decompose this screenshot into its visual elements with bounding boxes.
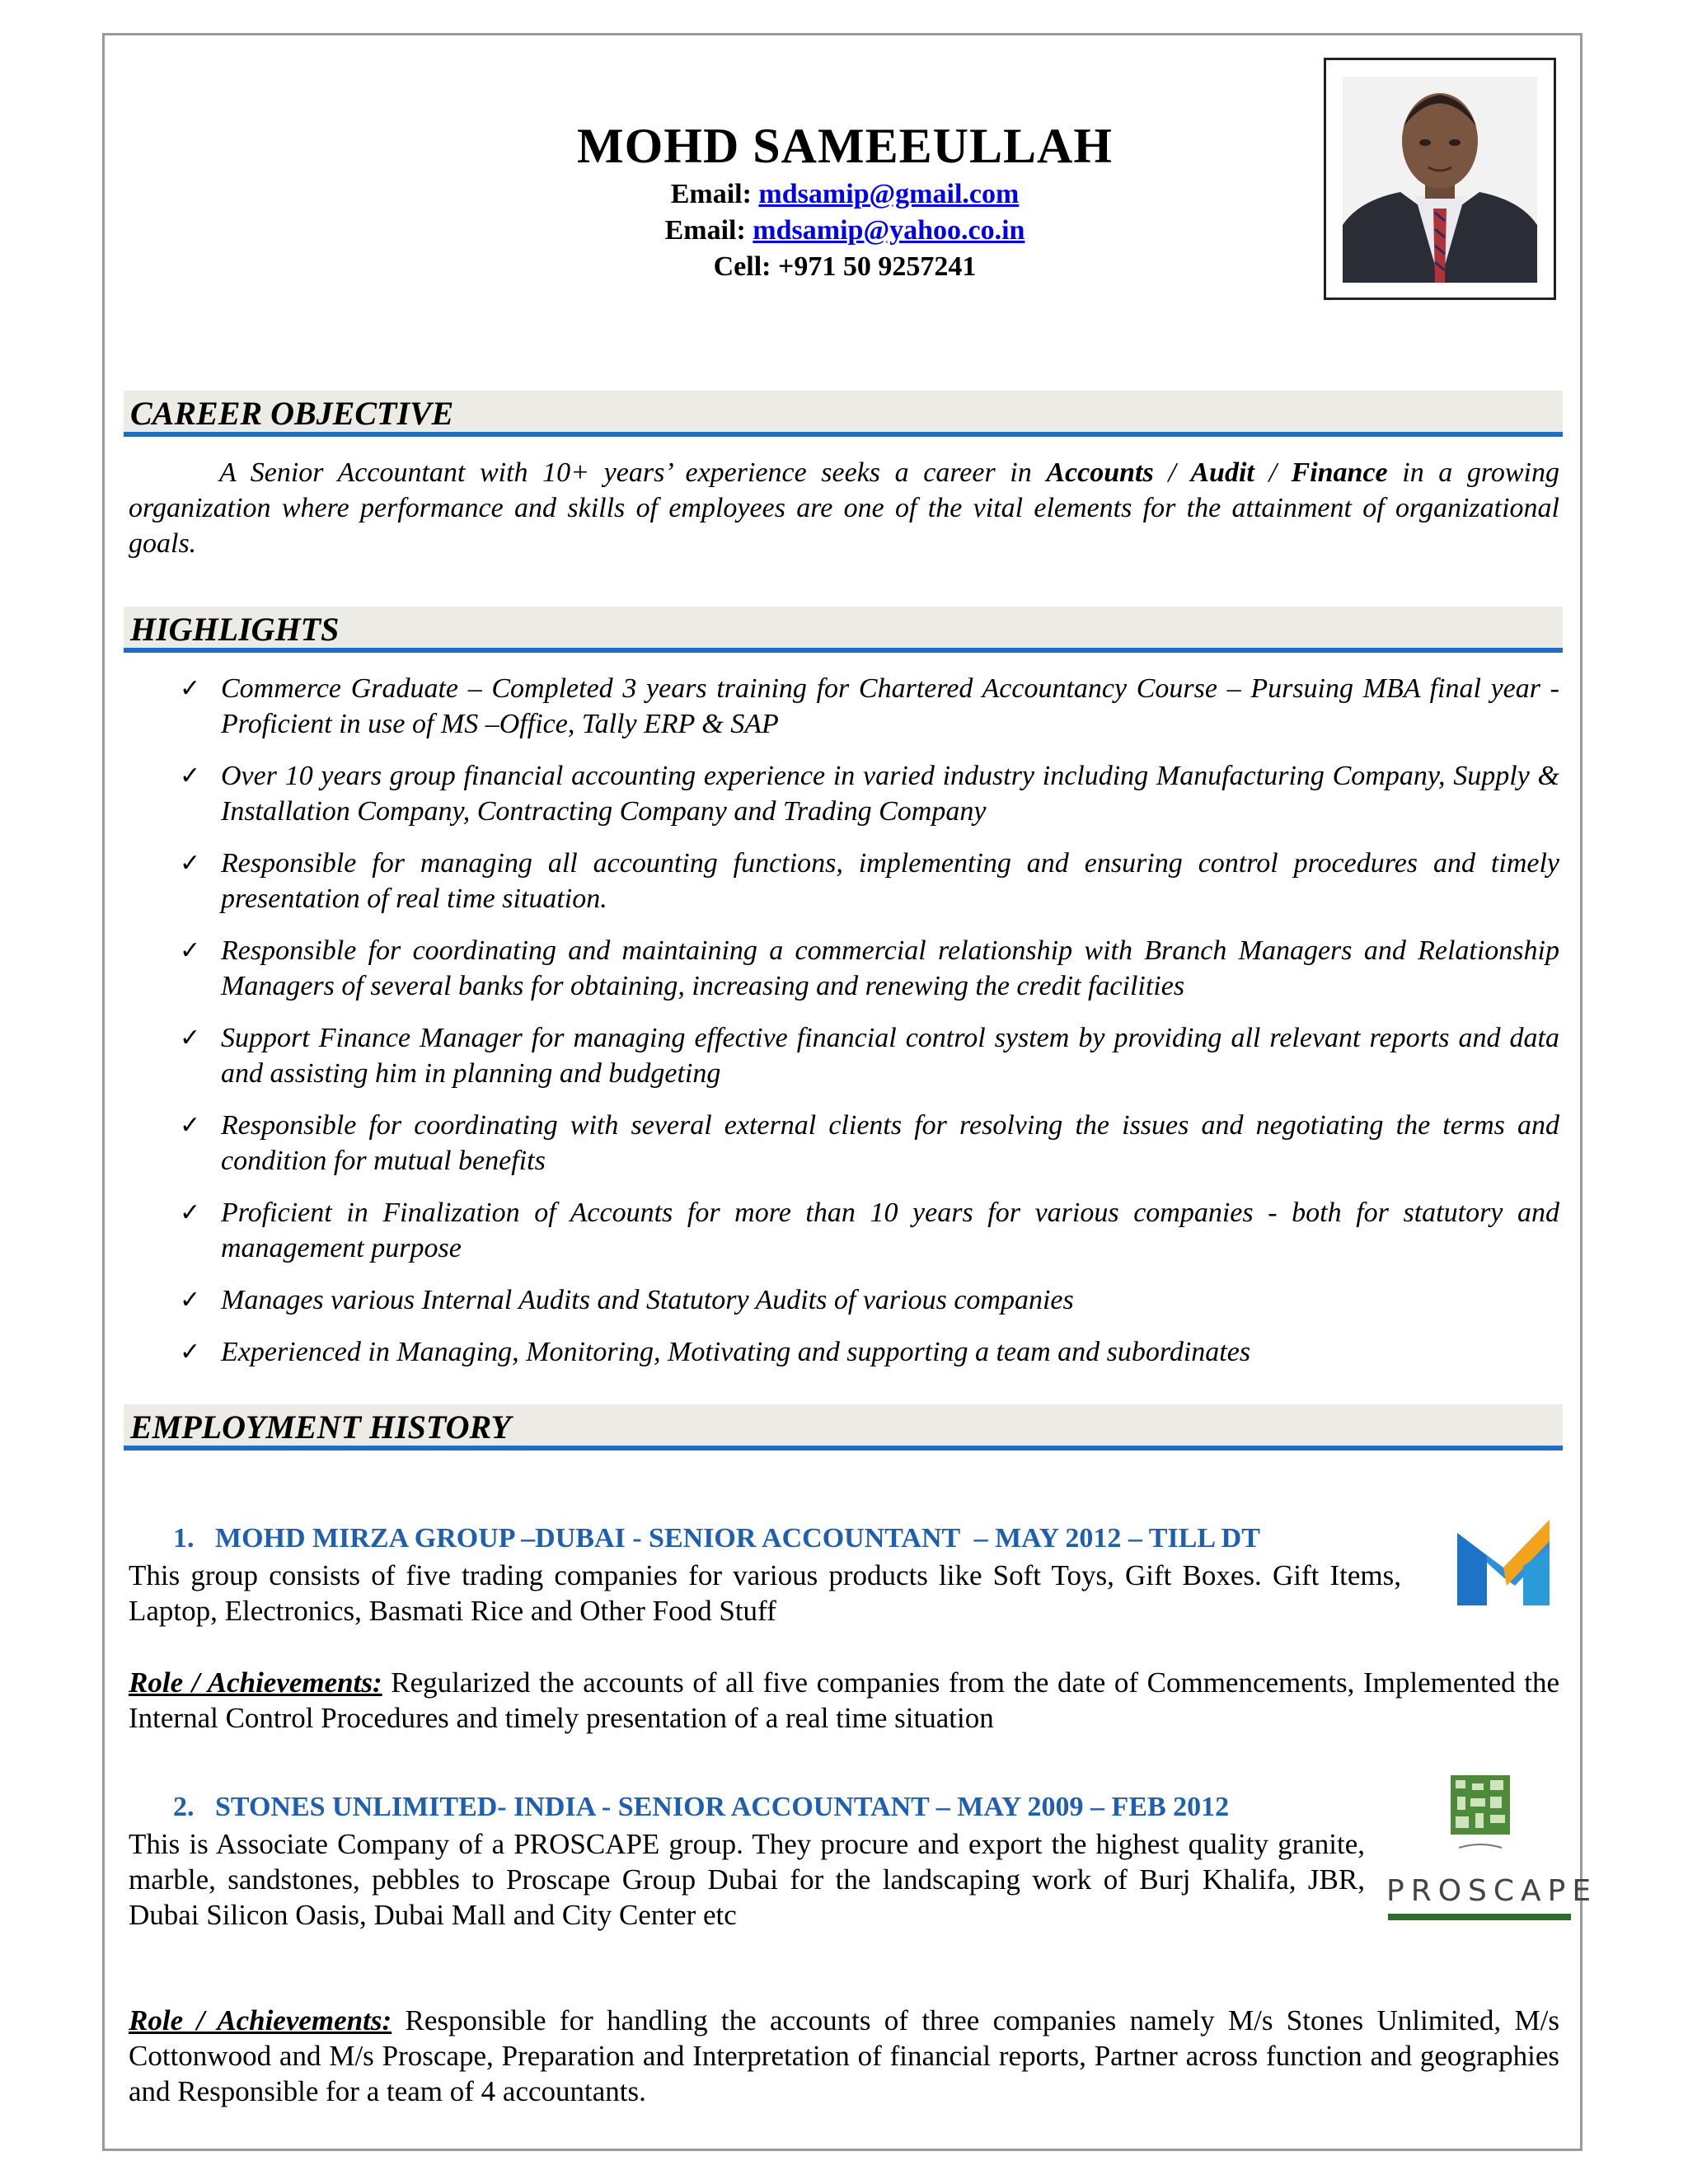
- highlight-item: [129, 1282, 1559, 1318]
- highlight-text: Commerce Graduate – Completed 3 years training for Chartered Accountancy Course – Pursuing MBA final year - Proficient in use of MS –Office, Tally ERP & SAP: [221, 673, 1559, 739]
- proscape-wordmark: PROSCAPE: [1386, 1874, 1598, 1908]
- role-text: Responsible for handling the accounts of three companies namely M/s Stones Unlimited, M/s Cottonwood and M/s Proscape, Preparation and Interpretation of financial reports, Partner across function and geographies and Responsible for a team of 4 accountants.: [129, 2004, 1559, 2107]
- keyword-accounts: Accounts: [1046, 457, 1154, 488]
- highlight-text: Responsible for coordinating with several external clients for resolving the issues and negotiating the terms and condition for mutual benefits: [221, 1110, 1559, 1176]
- checkmark-icon: ✓: [180, 936, 201, 965]
- email-line-2: [462, 213, 1228, 249]
- role-label: Role / Achievements:: [129, 1666, 382, 1699]
- email-link-gmail[interactable]: mdsamip@gmail.com: [758, 179, 1020, 209]
- highlight-item: [129, 1334, 1559, 1370]
- resume-header: [462, 115, 1228, 285]
- highlight-item: [129, 1195, 1559, 1266]
- checkmark-icon: ✓: [180, 1338, 201, 1366]
- career-objective-text: [129, 455, 1559, 561]
- highlight-item: [129, 846, 1559, 916]
- section-heading-employment-history: [124, 1404, 1563, 1451]
- cell-number: Cell: +971 50 9257241: [713, 251, 977, 282]
- proscape-emblem-icon: [1386, 1772, 1573, 1863]
- checkmark-icon: ✓: [180, 1286, 201, 1315]
- job-role-1: [129, 1665, 1559, 1736]
- role-label: Role / Achievements:: [129, 2004, 392, 2036]
- separator: /: [1254, 457, 1292, 488]
- objective-text-1: A Senior Accountant with 10+ years’ experience seeks a career in: [219, 457, 1047, 488]
- profile-photo-image: [1343, 77, 1537, 283]
- role-text: Regularized the accounts of all five companies from the date of Commencements, Implemented the Internal Control Procedures and timely presentation of a real time situation: [129, 1666, 1559, 1734]
- checkmark-icon: ✓: [180, 849, 201, 878]
- section-title: HIGHLIGHTS: [130, 611, 340, 648]
- highlight-text: Experienced in Managing, Monitoring, Motivating and supporting a team and subordinates: [221, 1337, 1251, 1367]
- highlight-text: Responsible for coordinating and maintaining a commercial relationship with Branch Managers and Relationship Managers of several banks for obtaining, increasing and renewing the credit facilities: [221, 935, 1559, 1001]
- email-label: Email:: [664, 215, 753, 246]
- checkmark-icon: ✓: [180, 1198, 201, 1227]
- highlight-item: [129, 933, 1559, 1004]
- highlight-item: [129, 1020, 1559, 1091]
- checkmark-icon: ✓: [180, 674, 201, 703]
- proscape-logo: [1386, 1772, 1598, 1929]
- job-description-1: This group consists of five trading companies for various products like Soft Toys, Gift Boxes. Gift Items, Laptop, Electronics, Basmati Rice and Other Food Stuff: [129, 1559, 1401, 1627]
- highlight-text: Manages various Internal Audits and Statutory Audits of various companies: [221, 1285, 1074, 1315]
- highlight-item: [129, 758, 1559, 829]
- checkmark-icon: ✓: [180, 762, 201, 790]
- checkmark-icon: ✓: [180, 1024, 201, 1052]
- separator: /: [1153, 457, 1191, 488]
- highlight-item: [129, 671, 1559, 742]
- job-title-1: 1. MOHD MIRZA GROUP –DUBAI - SENIOR ACCOUNTANT – MAY 2012 – TILL DT: [173, 1523, 1260, 1554]
- checkmark-icon: ✓: [180, 1111, 201, 1140]
- candidate-name: MOHD SAMEEULLAH: [576, 119, 1114, 173]
- section-heading-highlights: [124, 607, 1563, 653]
- highlight-text: Proficient in Finalization of Accounts for more than 10 years for various companies - both for statutory and management purpose: [221, 1197, 1559, 1263]
- keyword-audit: Audit: [1190, 457, 1254, 488]
- objective-text-2: in a growing organization where performance and skills of employees are one of the vital elements for the attainment of organizational goals.: [129, 457, 1559, 559]
- profile-photo: [1324, 58, 1556, 300]
- highlight-text: Support Finance Manager for managing effective financial control system by providing all relevant reports and data and assisting him in planning and budgeting: [221, 1023, 1559, 1089]
- highlight-text: Over 10 years group financial accounting experience in varied industry including Manufacturing Company, Supply & Installation Company, Contracting Company and Trading Company: [221, 761, 1559, 827]
- section-title: CAREER OBJECTIVE: [130, 395, 454, 432]
- job-description-2: This is Associate Company of a PROSCAPE group. They procure and export the highest quality granite, marble, sandstones, pebbles to Proscape Group Dubai for the landscaping work of Burj Khalifa, JBR, Dubai Silicon Oasis, Dubai Mall and City Center etc: [129, 1828, 1365, 1931]
- highlight-text: Responsible for managing all accounting functions, implementing and ensuring control procedures and timely presentation of real time situation.: [221, 848, 1559, 914]
- email-line-1: [462, 176, 1228, 213]
- job-title-2: 2. STONES UNLIMITED- INDIA - SENIOR ACCOUNTANT – MAY 2009 – FEB 2012: [173, 1792, 1230, 1822]
- section-heading-career-objective: [124, 391, 1563, 437]
- email-link-yahoo[interactable]: mdsamip@yahoo.co.in: [753, 215, 1025, 246]
- section-title: EMPLOYMENT HISTORY: [130, 1408, 511, 1446]
- keyword-finance: Finance: [1291, 457, 1388, 488]
- highlights-list: [129, 671, 1559, 1386]
- proscape-underline: [1388, 1914, 1571, 1920]
- highlight-item: [129, 1108, 1559, 1179]
- job-role-2: [129, 2003, 1559, 2109]
- email-label: Email:: [670, 179, 759, 209]
- mirza-group-logo: [1454, 1516, 1553, 1609]
- objective-paragraph: [129, 455, 1559, 561]
